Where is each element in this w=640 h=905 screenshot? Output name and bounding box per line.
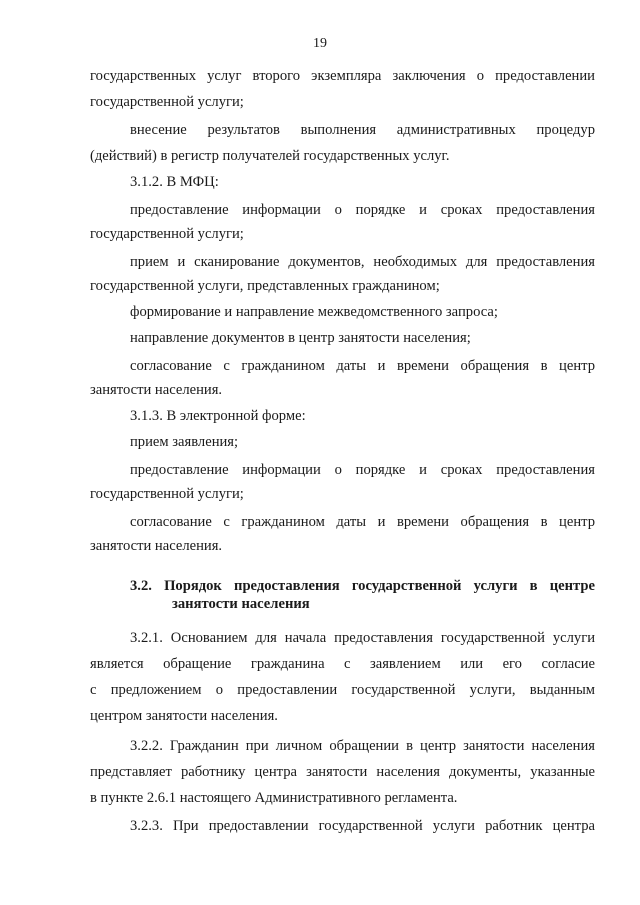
text-line: центром занятости населения. (90, 708, 278, 724)
text-line: прием заявления; (130, 434, 239, 450)
section-heading-continued: занятости населения (172, 596, 310, 612)
text-line: предоставление информации о порядке и сроках предоставления (130, 202, 595, 218)
subsection-heading: 3.1.2. В МФЦ: (130, 174, 219, 190)
page-number: 19 (313, 36, 327, 51)
text-line: формирование и направление межведомственного запроса; (130, 304, 498, 320)
text-line: направление документов в центр занятости населения; (130, 330, 471, 346)
text-line: государственной услуги; (90, 94, 244, 110)
text-line: государственной услуги, представленных гражданином; (90, 278, 440, 294)
text-line: 3.2.3. При предоставлении государственной услуги работник центра (130, 818, 595, 834)
text-line: согласование с гражданином даты и времени обращения в центр (130, 514, 595, 530)
text-line: предоставление информации о порядке и сроках предоставления (130, 462, 595, 478)
text-line: внесение результатов выполнения административных процедур (130, 122, 595, 138)
text-line: согласование с гражданином даты и времени обращения в центр (130, 358, 595, 374)
text-line: 3.2.1. Основанием для начала предоставления государственной услуги (130, 630, 595, 646)
subsection-heading: 3.1.3. В электронной форме: (130, 408, 306, 424)
text-line: (действий) в регистр получателей государственных услуг. (90, 148, 450, 164)
text-line: государственной услуги; (90, 226, 244, 242)
text-line: занятости населения. (90, 382, 223, 398)
text-line: с предложением о предоставлении государственной услуги, выданным (90, 682, 595, 698)
text-line: представляет работнику центра занятости населения документы, указанные (90, 764, 595, 780)
text-line: государственной услуги; (90, 486, 244, 502)
text-line: занятости населения. (90, 538, 223, 554)
text-line: в пункте 2.6.1 настоящего Административного регламента. (90, 790, 458, 806)
section-heading: 3.2. Порядок предоставления государственной услуги в центре (130, 578, 595, 594)
text-line: 3.2.2. Гражданин при личном обращении в центр занятости населения (130, 738, 595, 754)
text-line: является обращение гражданина с заявлением или его согласие (90, 656, 595, 672)
text-line: прием и сканирование документов, необходимых для предоставления (130, 254, 595, 270)
text-line: государственных услуг второго экземпляра заключения о предоставлении (90, 68, 595, 84)
